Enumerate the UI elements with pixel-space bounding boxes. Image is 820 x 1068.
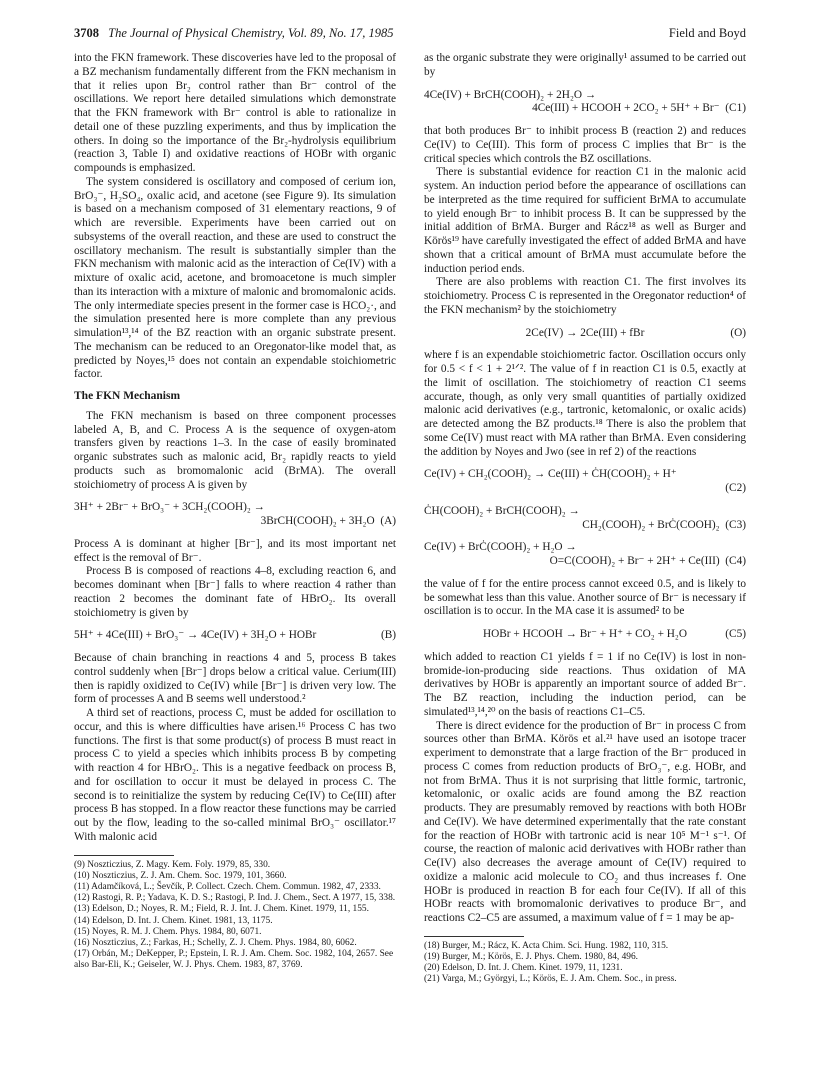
paragraph: There is substantial evidence for reaction C1 in the malonic acid system. An induction period before the appearance of oscillations can be interpreted as the time required for sufficient BrMA to accumulate to yield enough Br⁻ to inhibit process B. It can be suppressed by the initial addition of BrMA. Burger and Rácz¹⁸ as well as Burger and Körös¹⁹ have carefully investigated the effect of added BrMA and have shown that a critical amount of BrMA must accumulate before the induction period ends. — [424, 166, 746, 275]
equation-tag: (C2) — [725, 482, 746, 494]
paragraph: Process A is dominant at higher [Br⁻], and its most important net effect is the removal of Br⁻. — [74, 537, 396, 564]
equation-text: 5H⁺ + 4Ce(III) + BrO₃⁻ → 4Ce(IV) + 3H₂O + HOBr — [74, 629, 317, 642]
footnote: (9) Noszticzius, Z. Magy. Kem. Foly. 1979, 85, 330. — [74, 859, 271, 870]
footnote: (12) Rastogi, R. P.; Yadava, K. D. S.; Rastogi, P. Ind. J. Chem., Sect. A 1977, 15, 338. — [74, 893, 396, 904]
equation-line — [424, 555, 746, 569]
paragraph: The system considered is oscillatory and composed of cerium ion, BrO₃⁻, H₂SO₄, oxalic acid, and acetone (see Figure 9). Its simulation is based on a mechanism composed of 31 elementary reactions, 9 of which are reversible. Experiments have been carried out on subsystems of the overall reaction, and these are used to construct the oscillatory mechanism. The result is substantially simpler than the FKN mechanism with malonic acid as the interaction of Ce(IV) with a mixture of oxalic acid, acetone, and bromoacetone is much simpler than its interaction with a mixture of malonic and bromomalonic acids. The only intermediate species present in the former case is HCO₂·, and the simulation presented here is more complete than any previous simulation¹³,¹⁴ of the BZ reaction with an organic substrate present. The mechanism can be reduced to an Oregonator-like model that, as predicted by Noyes,¹⁵ does not contain an expendable stoichiometric factor. — [74, 175, 396, 381]
paragraph: into the FKN framework. These discoveries have led to the proposal of a BZ mechanism fundamentally different from the FKN mechanism in that it relies upon Br₂ control rather than Br⁻ control of the oscillations. We report here detailed simulations which demonstrate that the FKN framework with Br⁻ control is able to rationalize in detail one of these puzzling experiments, and thus by implication the others. In doing so the importance of the Br₂-hydrolysis equilibrium (reaction 3, Table I) and oxidative reactions of HOBr with organic compounds is emphasized. — [74, 52, 396, 174]
equation-A — [74, 501, 396, 529]
equation-B — [74, 629, 396, 643]
equation-C1 — [424, 89, 746, 117]
equation-line — [424, 102, 746, 116]
equation-tag: (O) — [730, 326, 746, 339]
equation-text: O=C(COOH)₂ + Br⁻ + 2H⁺ + Ce(III) — [549, 555, 720, 567]
equation-line: 3H⁺ + 2Br⁻ + BrO₃⁻ + 3CH₂(COOH)₂ → — [74, 501, 265, 514]
left-column — [74, 52, 396, 972]
footnote-rule — [74, 855, 174, 856]
page-number: 3708 — [74, 26, 99, 40]
equation-line — [74, 515, 396, 529]
journal-citation: The Journal of Physical Chemistry, Vol. 89, No. 17, 1985 — [108, 26, 394, 40]
header-left — [74, 26, 394, 41]
paragraph: the value of f for the entire process cannot exceed 0.5, and is likely to be somewhat less than this value. Another source of Br⁻ is necessary if oscillation is to occur. In the MA case it is assumed² to be — [424, 577, 746, 618]
equation-line: ĊH(COOH)₂ + BrCH(COOH)₂ → — [424, 504, 580, 517]
equation-text: 3BrCH(COOH)₂ + 3H₂O — [260, 515, 375, 527]
footnote: (20) Edelson, D. Int. J. Chem. Kinet. 1979, 11, 1231. — [424, 963, 623, 974]
section-heading: The FKN Mechanism — [74, 390, 181, 402]
equation-text: HOBr + HCOOH → Br⁻ + H⁺ + CO₂ + H₂O — [482, 628, 688, 640]
footnote: (16) Noszticzius, Z.; Farkas, H.; Schelly, Z. J. Chem. Phys. 1984, 80, 6062. — [74, 937, 357, 948]
footnote: (18) Burger, M.; Rácz, K. Acta Chim. Sci. Hung. 1982, 110, 315. — [424, 940, 669, 951]
footnotes-right — [424, 941, 746, 986]
paragraph: which added to reaction C1 yields f = 1 if no Ce(IV) is lost in non-bromide-ion-producing side reactions. Thus oxidation of MA derivatives by HOBr is apparently an important source of added Br⁻. The BZ reaction, including the induction period, can be simulated¹³,¹⁴,²⁰ on the basis of reactions C1–C5. — [424, 650, 746, 718]
equation-tag: (C3) — [725, 518, 746, 531]
equation-C3 — [424, 505, 746, 533]
paragraph: A third set of reactions, process C, must be added for oscillation to occur, and this is where difficulties have arisen.¹⁶ Process C has two functions. The first is that some product(s) of process B must react in process C to yield a species which inhibits process B by competing with reaction 4 for HBrO₂. This is a negative feedback on process B, and for oscillation to occur it must be delayed in process C. The second is to reinitialize the system by reducing Ce(IV) to Ce(III) after process B has stopped. In a flow reactor these functions may be carried out by the flow, leading to the so-called minimal BrO₃⁻ oscillator.¹⁷ With malonic acid — [74, 707, 396, 843]
footnote: (19) Burger, M.; Körös, E. J. Phys. Chem. 1980, 84, 496. — [424, 951, 639, 962]
equation-C4 — [424, 541, 746, 569]
equation-line — [424, 519, 746, 533]
equation-line: 4Ce(IV) + BrCH(COOH)₂ + 2H₂O → — [424, 88, 597, 101]
header-authors: Field and Boyd — [668, 26, 746, 40]
footnote: (17) Orbán, M.; DeKepper, P.; Epstein, I. R. J. Am. Chem. Soc. 1982, 104, 2657. See also Bar-Eli, K.; Geiseler, W. J. Phys. Chem. 1983, 87, 3769. — [74, 949, 394, 971]
equation-tag: (C1) — [725, 102, 746, 115]
paragraph: where f is an expendable stoichiometric factor. Oscillation occurs only for 0.5 < f < 1 + 2¹ᐟ². The value of f in reaction C1 is 0.5, exactly at the limit of oscillation. The stoichiometry of reaction C1 seems accurate, though, as only very small quantities of partially oxidized malonic acid derivatives (e.g., tartronic, ketomalonic, or oxalic acids) are detected among the BZ products.¹⁸ There is also the problem that some Ce(IV) must react with MA rather than BrMA. Even considering the addition by Noyes and Jwo (see in ref 2) of the reactions — [424, 349, 746, 458]
equation-text: 2Ce(IV) → 2Ce(III) + fBr — [525, 326, 645, 339]
equation-C2 — [424, 468, 746, 496]
footnote: (11) Adamčíková, L.; Ševčík, P. Collect. Czech. Chem. Commun. 1982, 47, 2333. — [74, 881, 381, 892]
footnote: (15) Noyes, R. M. J. Chem. Phys. 1984, 80, 6071. — [74, 926, 262, 937]
equation-tag: (C5) — [725, 628, 746, 640]
paragraph: Because of chain branching in reactions 4 and 5, process B takes control suddenly when [Br⁻] drops below a critical value. Cerium(III) then is rapidly oxidized to Ce(IV) while [Br⁻] is driven very low. The form of processes A and B seems well understood.² — [74, 652, 396, 706]
equation-tag: (B) — [380, 629, 396, 642]
footnote-rule — [424, 936, 524, 937]
paragraph: Process B is composed of reactions 4–8, excluding reaction 6, and becomes dominant when [Br⁻] falls to where reaction 4 rather than reaction 2 becomes the dominant fate of HBrO₂. Its overall stoichiometry is given by — [74, 565, 396, 619]
equation-line: Ce(IV) + BrĊ(COOH)₂ + H₂O → — [424, 541, 577, 554]
paragraph: There is direct evidence for the production of Br⁻ in process C from sources other than BrMA. Körös et al.²¹ have used an isotope tracer experiment to demonstrate that a large fraction of the Br⁻ produced in process C comes from reduction products of BrO₃⁻, e.g. HOBr, and not from BrMA. Thus it is not surprising that little formic, tartronic, ketomalonic, or oxalic acids are found among the BZ reaction products. They are presumably removed by reactions with both HOBr and Ce(IV). We have determined experimentally that the rate constant for the reaction of HOBr with tartronic acid is near 10⁵ M⁻¹ s⁻¹. Of course, the reaction of malonic acid derivatives with HOBr rather than Ce(IV) also decreases the average amount of Ce(IV) required to oxidize a malonic acid molecule to CO₂ and thus increases f. One HOBr is produced in reaction B for each four Ce(IV). If all of this HOBr reacts with bromomalonic derivatives to produce Br⁻, and reactions C2–C5 are assumed, a maximum value of f = 1 may be ap- — [424, 719, 746, 924]
paragraph: There are also problems with reaction C1. The first involves its stoichiometry. Process C is represented in the Oregonator reduction⁴ of the FKN mechanism² by the stoichiometry — [424, 276, 746, 316]
paragraph: as the organic substrate they were originally¹ assumed to be carried out by — [424, 52, 746, 78]
equation-text: 4Ce(III) + HCOOH + 2CO₂ + 5H⁺ + Br⁻ — [532, 102, 720, 115]
footnote: (14) Edelson, D. Int. J. Chem. Kinet. 1981, 13, 1175. — [74, 915, 273, 926]
equation-tag: (A) — [380, 515, 396, 527]
paragraph: that both produces Br⁻ to inhibit process B (reaction 2) and reduces Ce(IV) to Ce(III). This form of process C implies that Br⁻ is the critical species which controls the BZ oscillations. — [424, 125, 746, 165]
equation-tag: (C4) — [725, 555, 746, 567]
equation-C5 — [424, 628, 746, 642]
footnote: (13) Edelson, D.; Noyes, R. M.; Field, R. J. Int. J. Chem. Kinet. 1979, 11, 155. — [74, 904, 369, 915]
footnote: (21) Varga, M.; Györgyi, L.; Körös, E. J. Am. Chem. Soc., in press. — [424, 974, 677, 985]
running-header — [74, 26, 746, 42]
footnotes-left — [74, 860, 396, 972]
paragraph: The FKN mechanism is based on three component processes labeled A, B, and C. Process A is the sequence of oxygen-atom transfers given by reactions 1–3. In the case of easily brominated organic substrates such as malonic acid, Br₂ rapidly reacts to yield products such as bromomalonic acid (BrMA). The overall stoichiometry of process A is given by — [74, 409, 396, 491]
equation-O — [424, 327, 746, 341]
equation-text: CH₂(COOH)₂ + BrĊ(COOH)₂ — [582, 518, 720, 531]
equation-line: Ce(IV) + CH₂(COOH)₂ → Ce(III) + ĊH(COOH)₂ + H⁺ — [424, 468, 677, 481]
right-column — [424, 52, 746, 986]
footnote: (10) Noszticzius, Z. J. Am. Chem. Soc. 1979, 101, 3660. — [74, 870, 287, 881]
